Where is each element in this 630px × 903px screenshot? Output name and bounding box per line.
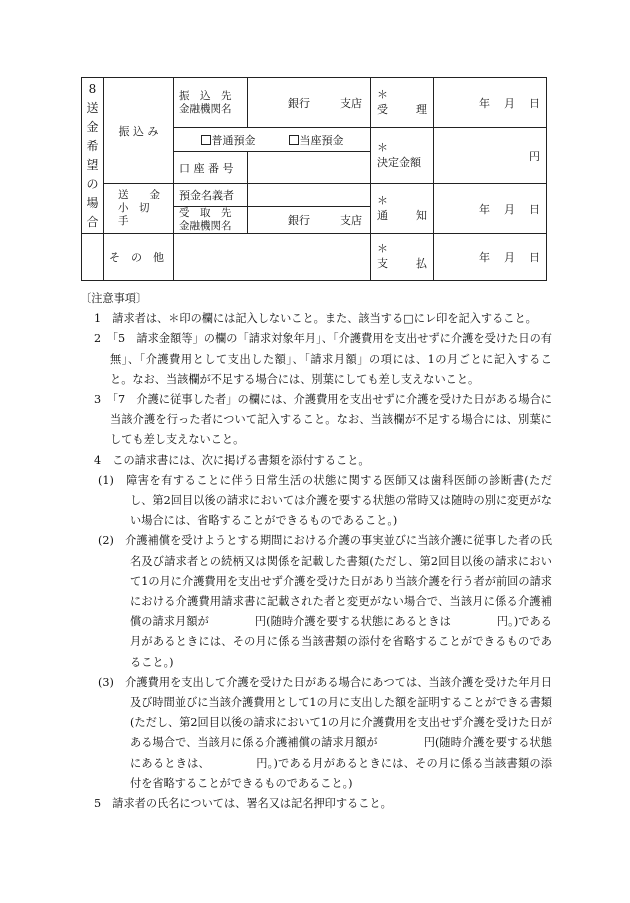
furikomi-saki-label: 振 込 先 金融機関名	[174, 78, 248, 128]
note-1: 1 請求者は、＊印の欄には記入しないこと。また、該当する□にレ印を記入すること。	[94, 312, 537, 326]
shiharai-label: ＊ 支 払	[371, 234, 434, 281]
tsuchi-label: ＊ 通 知	[371, 184, 434, 234]
account-number-label: 口 座 番 号	[174, 152, 248, 184]
note-4-2: (2) 介護補償を受けようとする期間における介護の事実並びに当該介護に従事した者の氏名及び請求者との続柄又は関係を記載した書類(ただし、第2回目以後の請求において1の月に介護費用を支出せず介護を受けた日があり当該介護を行う者が前回の請求における介護費用請求書に記載された者と変更がない場合で、当該月に係る介護補償の請求月額が 円(随時介護を要する状態にあるときは 円。)である月があるときには、その月に係る当該書類の添付を省略することができるものであること。)	[98, 534, 552, 669]
remittance-table	[81, 77, 547, 281]
note-5: 5 請求者の氏名については、署名又は記名押印すること。	[94, 797, 392, 811]
account-holder-field[interactable]	[248, 184, 371, 207]
account-type-row	[174, 128, 371, 152]
account-holder-label: 預金名義者	[174, 184, 248, 207]
tsuchi-date-field[interactable]: 年 月 日	[434, 184, 547, 234]
note-4-3: (3) 介護費用を支出して介護を受けた日がある場合にあつては、当該介護を受けた年月日及び時間並びに当該介護費用として1の月に支出した額を証明することができる書類(ただし、第2回目以後の請求において1の月に介護費用を支出せず介護を受けた日がある場合で、当該月に係る介護補償の請求月額が 円(随時介護を要する状態にあるときは、 円。)である月があるときには、その月に係る当該書類の添付を省略することができるものであること。)	[98, 675, 552, 790]
toza-checkbox[interactable]: 当座預金	[289, 132, 344, 148]
uketori-bank-field[interactable]: 銀行 支店	[248, 207, 371, 234]
bank-name-field[interactable]: 銀行 支店	[248, 78, 371, 128]
sokin-kogitte-label: 送 金 小 切 手	[104, 184, 174, 234]
section-8-label: 8 送 金 希 望 の 場 合	[82, 78, 104, 234]
note-4: 4 この請求書には、次に掲げる書類を添付すること。	[94, 453, 370, 467]
juri-label: ＊ 受 理	[371, 78, 434, 128]
sonota-label: そ の 他	[104, 234, 174, 281]
account-number-field[interactable]	[248, 152, 371, 184]
note-4-1: (1) 障害を有することに伴う日常生活の状態に関する医師又は歯科医師の診断書(ただし、第2回目以後の請求においては介護を要する状態の常時又は随時の別に変更がない場合には、省略することができるものであること。)	[98, 473, 552, 528]
note-2: 2 「5 請求金額等」の欄の「請求対象年月」、「介護費用を支出せずに介護を受けた日の有無」、「介護費用として支出した額」、「請求月額」の項には、1の月ごとに記入すること。なお、当該欄が不足する場合には、別葉にしても差し支えないこと。	[94, 332, 552, 386]
kettei-amount-field[interactable]: 円	[434, 128, 547, 184]
futsu-checkbox[interactable]: 普通預金	[201, 132, 256, 148]
note-3: 3 「7 介護に従事した者」の欄には、介護費用を支出せずに介護を受けた日がある場合に当該介護を行った者について記入すること。なお、当該欄が不足する場合には、別葉にしても差し支えないこと。	[94, 393, 552, 447]
juri-date-field[interactable]: 年 月 日	[434, 78, 547, 128]
notes-section	[80, 289, 552, 814]
sonota-field[interactable]	[174, 234, 371, 281]
uketori-saki-label: 受 取 先 金融機関名	[174, 207, 248, 234]
notes-heading: 〔注意事項〕	[80, 292, 148, 305]
kettei-label: ＊ 決定金額	[371, 128, 434, 184]
furikomi-label: 振 込 み	[104, 78, 174, 184]
shiharai-date-field[interactable]: 年 月 日	[434, 234, 547, 281]
